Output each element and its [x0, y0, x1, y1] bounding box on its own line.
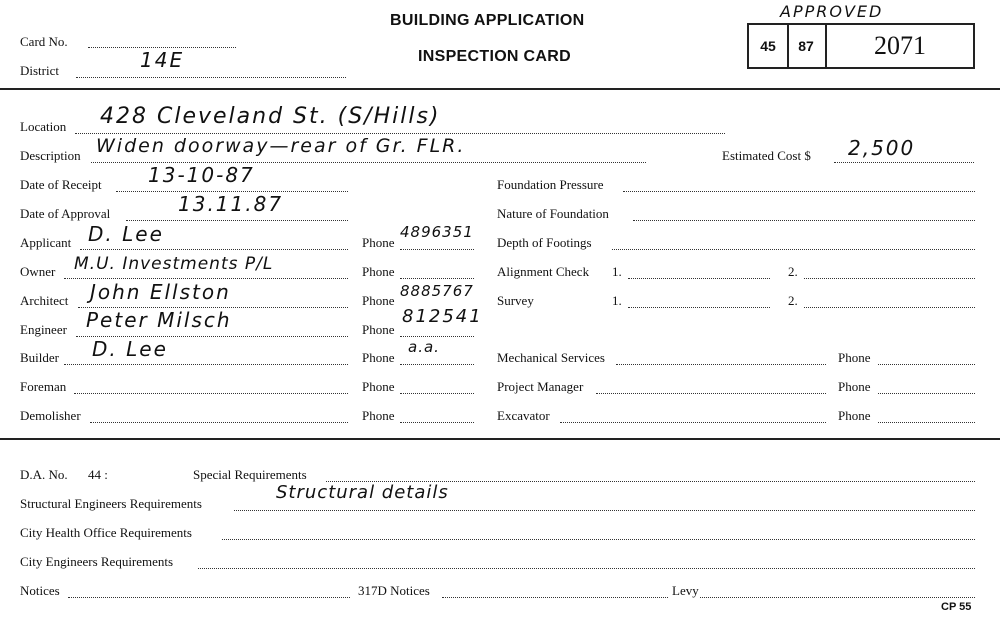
city-health-label: City Health Office Requirements	[20, 525, 192, 540]
card-no-label: Card No.	[20, 34, 68, 49]
foreman-field[interactable]	[74, 393, 348, 394]
architect-phone-label: Phone	[362, 293, 395, 308]
alignment-check-label: Alignment Check	[497, 264, 590, 279]
project-manager-phone-label: Phone	[838, 379, 871, 394]
engineer-value: Peter Milsch	[86, 308, 232, 332]
location-label: Location	[20, 119, 67, 134]
alignment-num-2: 2.	[788, 264, 798, 279]
notices-label: Notices	[20, 583, 60, 598]
date-approval-value: 13.11.87	[178, 192, 284, 216]
city-health-field[interactable]	[222, 539, 975, 540]
date-approval-field[interactable]	[126, 220, 348, 221]
builder-phone-label: Phone	[362, 350, 395, 365]
builder-phone-value: a.a.	[408, 338, 440, 356]
survey-label: Survey	[497, 293, 534, 308]
estimated-cost-field[interactable]	[834, 162, 974, 163]
box-number-1: 45	[747, 23, 789, 69]
approved-stamp: APPROVED	[780, 2, 884, 21]
notices-317d-label: 317D Notices	[358, 583, 430, 598]
foreman-phone-label: Phone	[362, 379, 395, 394]
card-number: 2071	[827, 23, 975, 69]
location-value: 428 Cleveland St. (S/Hills)	[100, 104, 441, 129]
depth-footings-label: Depth of Footings	[497, 235, 592, 250]
foreman-phone-field[interactable]	[400, 393, 474, 394]
mechanical-phone-label: Phone	[838, 350, 871, 365]
form-code: CP 55	[941, 601, 972, 613]
box-number-2: 87	[787, 23, 827, 69]
levy-field[interactable]	[700, 597, 975, 598]
demolisher-field[interactable]	[90, 422, 348, 423]
district-label: District	[20, 63, 59, 78]
da-no-label: D.A. No.	[20, 467, 68, 482]
builder-phone-field[interactable]	[400, 364, 474, 365]
applicant-field[interactable]	[80, 249, 348, 250]
architect-phone-value: 8885767	[400, 282, 474, 300]
project-manager-label: Project Manager	[497, 379, 584, 394]
foundation-pressure-label: Foundation Pressure	[497, 177, 604, 192]
applicant-value: D. Lee	[88, 222, 164, 246]
location-field[interactable]	[75, 133, 725, 134]
project-manager-field[interactable]	[596, 393, 826, 394]
demolisher-phone-label: Phone	[362, 408, 395, 423]
district-field[interactable]	[76, 77, 346, 78]
mechanical-field[interactable]	[616, 364, 826, 365]
excavator-field[interactable]	[560, 422, 826, 423]
city-engineers-field[interactable]	[198, 568, 975, 569]
structural-label: Structural Engineers Requirements	[20, 496, 202, 511]
engineer-phone-field[interactable]	[400, 336, 474, 337]
foreman-label: Foreman	[20, 379, 67, 394]
mechanical-label: Mechanical Services	[497, 350, 605, 365]
description-label: Description	[20, 148, 81, 163]
alignment-num-1: 1.	[612, 264, 622, 279]
engineer-phone-value: 812541	[402, 306, 483, 327]
depth-footings-field[interactable]	[612, 249, 975, 250]
levy-label: Levy	[672, 583, 699, 598]
demolisher-phone-field[interactable]	[400, 422, 474, 423]
survey-field-1[interactable]	[628, 307, 770, 308]
alignment-field-1[interactable]	[628, 278, 770, 279]
date-receipt-label: Date of Receipt	[20, 177, 102, 192]
form-title-line1: BUILDING APPLICATION	[390, 12, 585, 29]
engineer-label: Engineer	[20, 322, 67, 337]
demolisher-label: Demolisher	[20, 408, 81, 423]
excavator-phone-label: Phone	[838, 408, 871, 423]
special-requirements-label: Special Requirements	[193, 467, 307, 482]
section-divider	[0, 438, 1000, 440]
builder-value: D. Lee	[92, 337, 168, 361]
builder-field[interactable]	[64, 364, 348, 365]
header-divider	[0, 88, 1000, 90]
architect-label: Architect	[20, 293, 69, 308]
estimated-cost-value: 2,500	[848, 136, 916, 160]
owner-label: Owner	[20, 264, 56, 279]
structural-value: Structural details	[276, 482, 449, 503]
applicant-phone-label: Phone	[362, 235, 395, 250]
city-engineers-label: City Engineers Requirements	[20, 554, 174, 569]
nature-foundation-field[interactable]	[633, 220, 975, 221]
applicant-label: Applicant	[20, 235, 72, 250]
date-receipt-value: 13-10-87	[148, 163, 255, 187]
builder-label: Builder	[20, 350, 59, 365]
mechanical-phone-field[interactable]	[878, 364, 975, 365]
project-manager-phone-field[interactable]	[878, 393, 975, 394]
estimated-cost-label: Estimated Cost $	[722, 148, 811, 163]
owner-phone-field[interactable]	[400, 278, 474, 279]
alignment-field-2[interactable]	[804, 278, 975, 279]
notices-field[interactable]	[68, 597, 350, 598]
applicant-phone-field[interactable]	[400, 249, 474, 250]
form-title-line2: INSPECTION CARD	[418, 48, 571, 65]
architect-value: John Ellston	[90, 280, 231, 304]
owner-field[interactable]	[64, 278, 348, 279]
survey-num-2: 2.	[788, 293, 798, 308]
excavator-phone-field[interactable]	[878, 422, 975, 423]
district-value: 14E	[140, 48, 185, 72]
nature-foundation-label: Nature of Foundation	[497, 206, 609, 221]
date-approval-label: Date of Approval	[20, 206, 111, 221]
da-no-value: 44 :	[88, 467, 108, 482]
foundation-pressure-field[interactable]	[623, 191, 975, 192]
owner-value: M.U. Investments P/L	[74, 254, 274, 274]
applicant-phone-value: 4896351	[400, 223, 474, 241]
structural-field[interactable]	[234, 510, 975, 511]
survey-field-2[interactable]	[804, 307, 975, 308]
description-value: Widen doorway—rear of Gr. FLR.	[96, 135, 466, 157]
excavator-label: Excavator	[497, 408, 550, 423]
engineer-phone-label: Phone	[362, 322, 395, 337]
survey-num-1: 1.	[612, 293, 622, 308]
notices-317d-field[interactable]	[442, 597, 668, 598]
owner-phone-label: Phone	[362, 264, 395, 279]
